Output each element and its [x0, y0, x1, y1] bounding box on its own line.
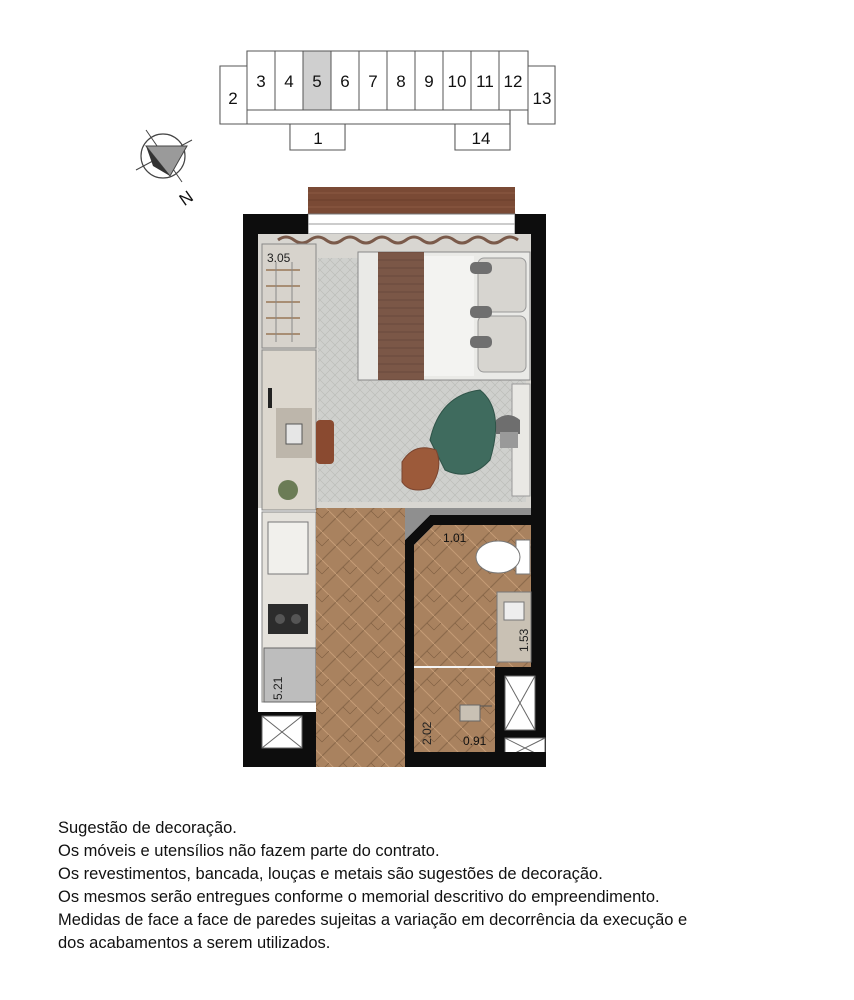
unit-13-label: 13 [532, 89, 552, 108]
shower-width-dimension: 0.91 [463, 734, 487, 748]
note-line: dos acabamentos a serem utilizados. [58, 934, 331, 952]
unit-14-label: 14 [471, 129, 491, 148]
unit-11-label: 11 [476, 72, 494, 91]
plant-icon [278, 480, 298, 500]
unit-3-label: 3 [256, 72, 266, 91]
kitchenette [262, 512, 316, 702]
bed [358, 252, 530, 380]
unit-10-label: 10 [447, 72, 467, 91]
note-line: Os mesmos serão entregues conforme o memorial descritivo do empreendimento. [58, 888, 660, 906]
bath-width-dimension: 1.01 [443, 531, 467, 545]
bath-length-dimension: 1.53 [517, 628, 531, 652]
closet-width-dimension: 3.05 [267, 251, 291, 265]
unit-12-label: 12 [503, 72, 523, 91]
corridor-floor [316, 508, 405, 767]
vanity [497, 592, 531, 662]
toilet [476, 540, 530, 574]
note-line: Os móveis e utensílios não fazem parte do contrato. [58, 842, 440, 860]
cooktop [268, 604, 308, 634]
laptop-icon [286, 424, 302, 444]
unit-6-label: 6 [340, 72, 350, 91]
disclaimer-notes [58, 817, 818, 955]
note-line: Medidas de face a face de paredes sujeitas a variação em decorrência da execução e [58, 911, 688, 929]
shower-drain [460, 705, 480, 721]
shaft-left [258, 712, 316, 752]
closet [262, 244, 316, 348]
compass-north-label: N [175, 187, 197, 210]
balcony [308, 187, 515, 214]
unit-2-label: 2 [228, 89, 238, 108]
kitchen-length-dimension: 5.21 [271, 676, 285, 700]
unit-7-label: 7 [368, 72, 378, 91]
unit-1-label: 1 [313, 129, 323, 148]
desk-chair [316, 420, 334, 464]
unit-5-label: 5 [312, 72, 322, 91]
shower-length-dimension: 2.02 [420, 721, 434, 745]
unit-4-label: 4 [284, 72, 294, 91]
unit-9-label: 9 [424, 72, 434, 91]
unit-8-label: 8 [396, 72, 406, 91]
note-line: Sugestão de decoração. [58, 819, 237, 837]
note-line: Os revestimentos, bancada, louças e metais são sugestões de decoração. [58, 865, 603, 883]
sink [268, 522, 308, 574]
